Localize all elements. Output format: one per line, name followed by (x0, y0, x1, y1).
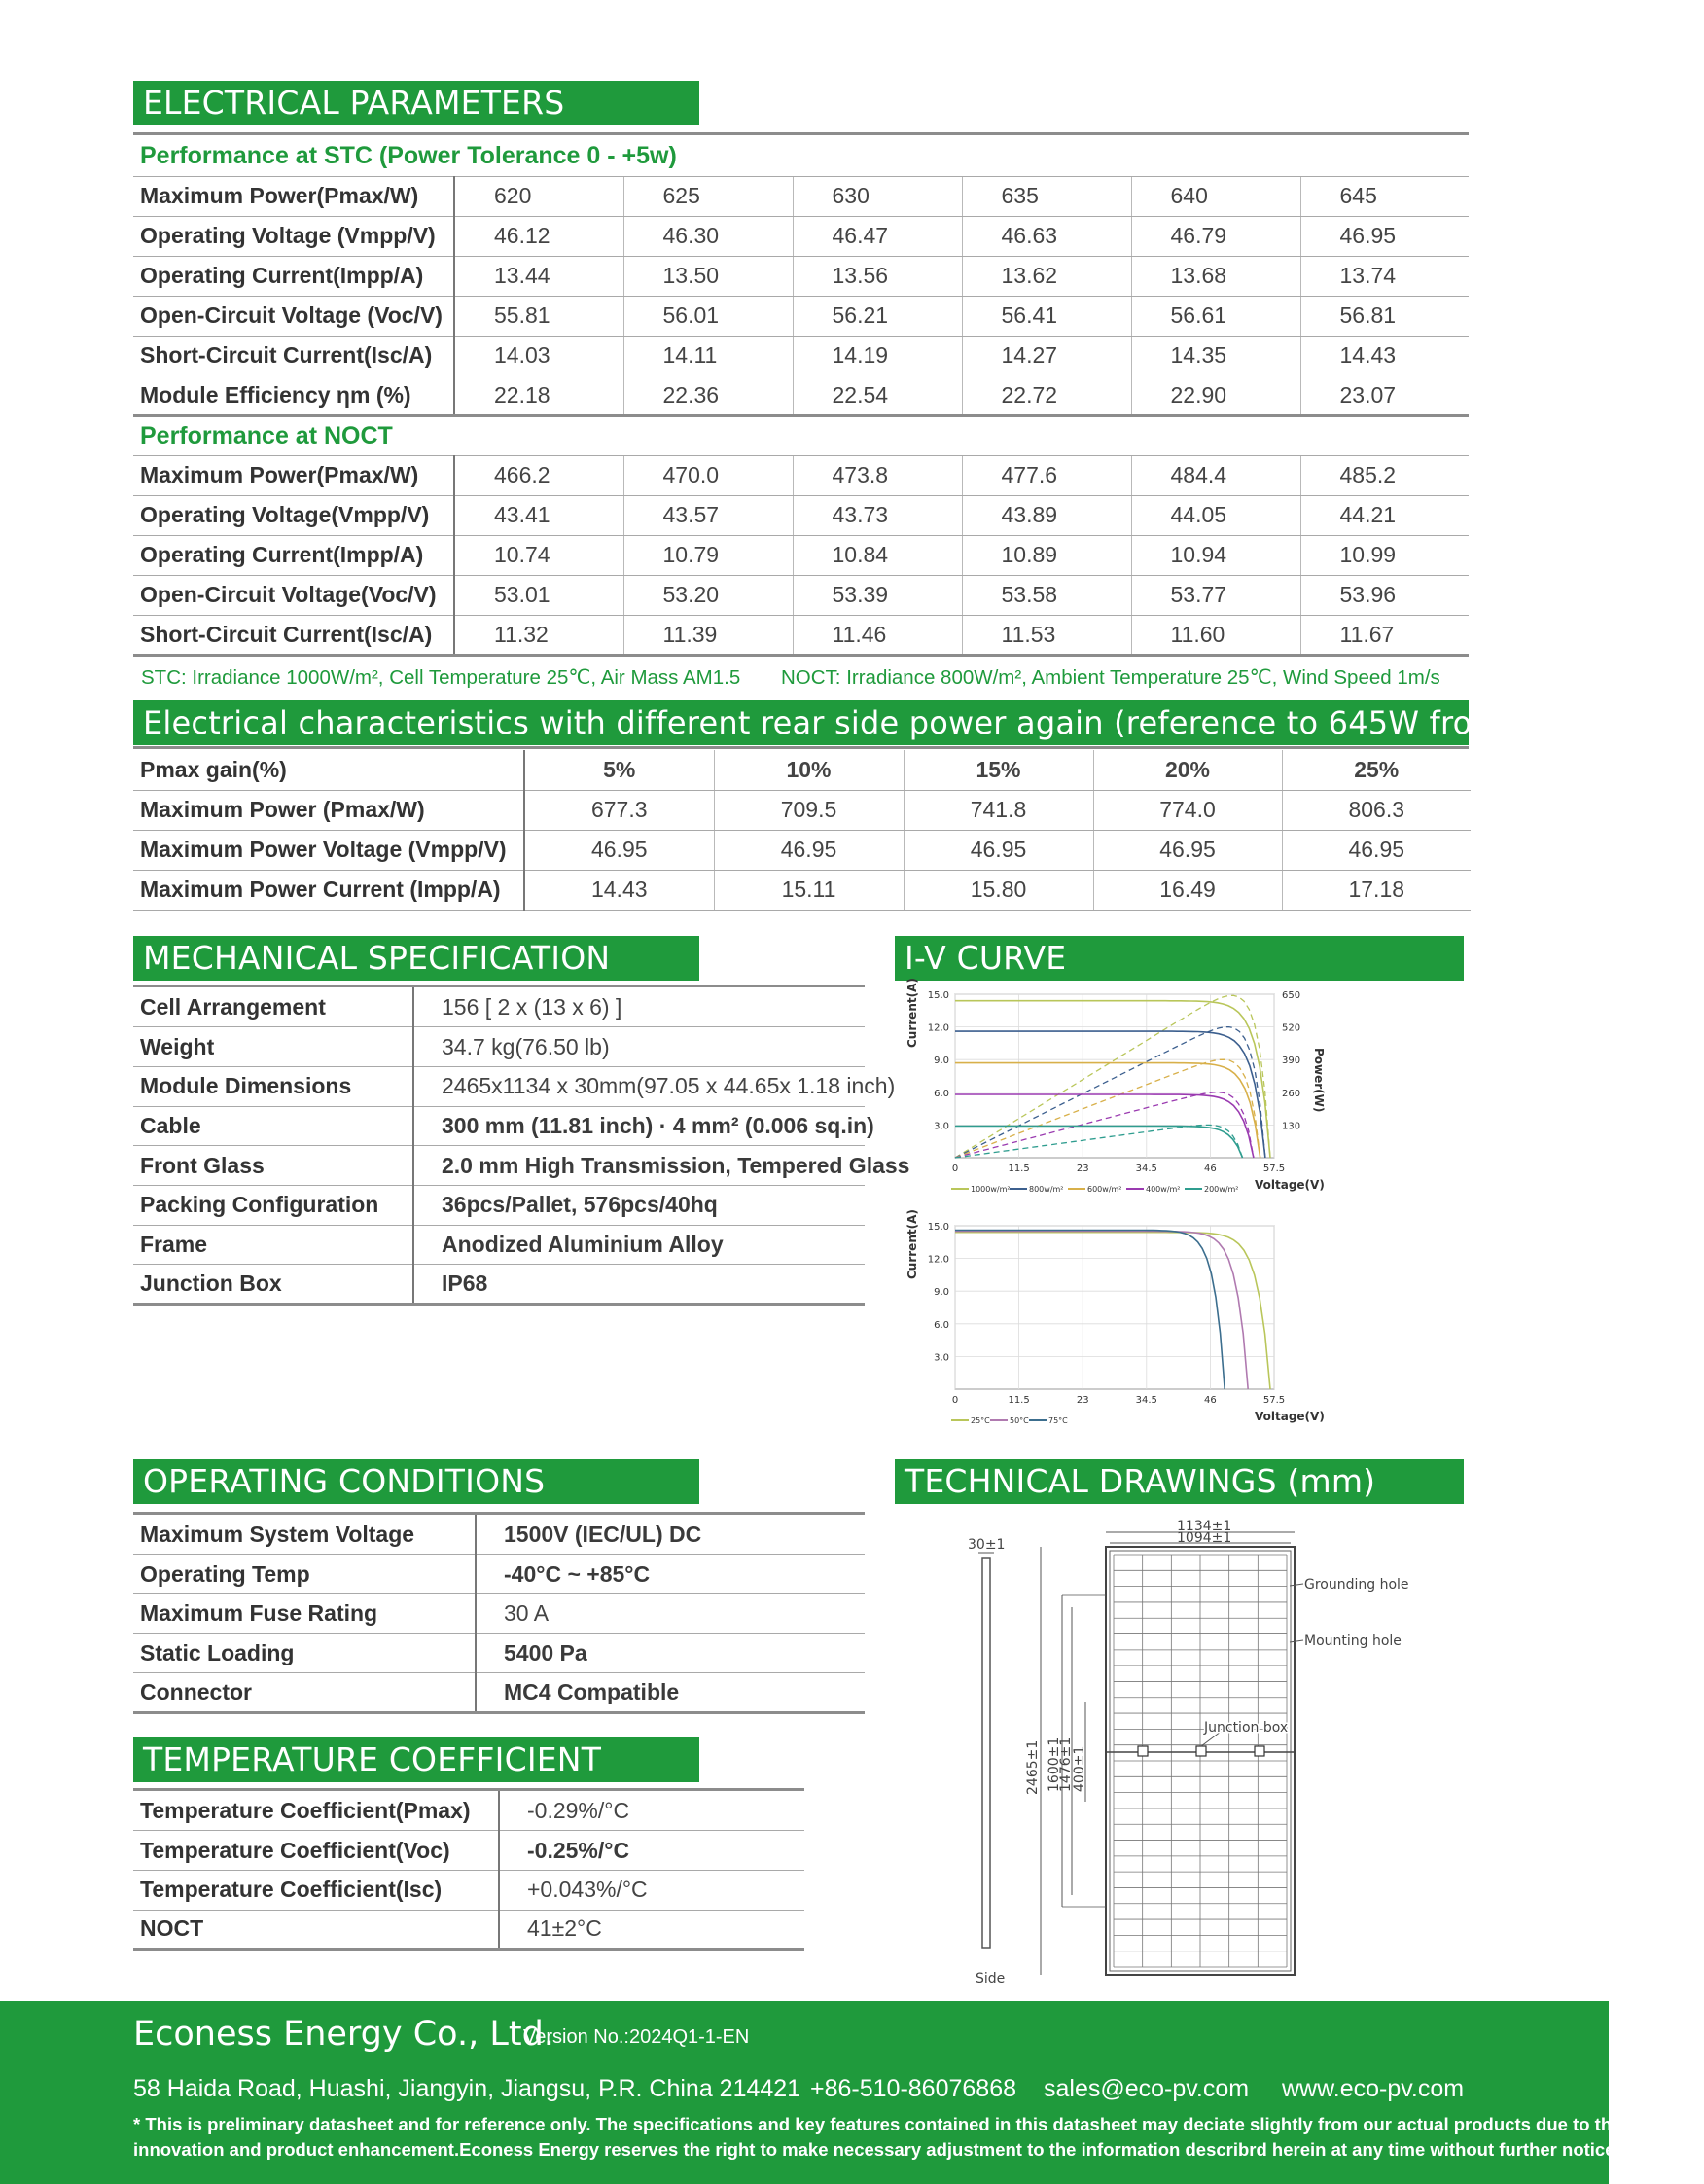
row-label: Operating Temp (133, 1555, 476, 1594)
gain-header-label: Pmax gain(%) (133, 750, 524, 790)
side-view-drawing (968, 1537, 1005, 1987)
table-cell: 46.63 (962, 216, 1131, 256)
row-label: Module Dimensions (133, 1066, 413, 1106)
stc-subheading-row (133, 136, 1469, 176)
table-cell: 14.43 (524, 870, 714, 910)
x-tick-label: 11.5 (1008, 1164, 1030, 1174)
table-cell: 635 (962, 176, 1131, 216)
iv-curve-irradiance-chart (895, 978, 1326, 1213)
operating-table (133, 1515, 865, 1714)
drawings-heading: TECHNICAL DRAWINGS (mm) (895, 1459, 1464, 1504)
row-value: 300 mm (11.81 inch) · 4 mm² (0.006 sq.in) (413, 1106, 865, 1146)
table-cell: 677.3 (524, 790, 714, 830)
table-cell: 13.56 (793, 256, 962, 296)
footer-address: 58 Haida Road, Huashi, Jiangyin, Jiangsu, P.R. China 214421 (133, 2075, 801, 2102)
table-cell: 774.0 (1093, 790, 1282, 830)
row-value: -0.25%/°C (499, 1831, 804, 1871)
table-cell: 53.58 (962, 575, 1131, 615)
table-cell: 56.21 (793, 296, 962, 336)
row-label: Maximum Fuse Rating (133, 1593, 476, 1633)
table-cell: 470.0 (623, 455, 793, 495)
table-cell: 709.5 (714, 790, 904, 830)
table-row (133, 216, 1469, 256)
table-cell: 56.01 (623, 296, 793, 336)
row-label: Cable (133, 1106, 413, 1146)
row-value: 2.0 mm High Transmission, Tempered Glass (413, 1146, 865, 1186)
table-row (133, 1555, 865, 1594)
y-axis-label: Current(A) (905, 978, 919, 1048)
table-cell: 10.74 (454, 535, 623, 575)
row-value: 34.7 kg(76.50 lb) (413, 1027, 865, 1067)
height-mount2-label: 1476±1 (1058, 1736, 1074, 1792)
row-label: Operating Current(Impp/A) (133, 535, 454, 575)
table-cell: 14.27 (962, 336, 1131, 376)
bifacial-heading: Electrical characteristics with different rear side power again (reference to 645W front) (133, 700, 1469, 745)
table-row (133, 455, 1469, 495)
table-cell: 741.8 (904, 790, 1093, 830)
table-cell: 10.89 (962, 535, 1131, 575)
row-value: +0.043%/°C (499, 1870, 804, 1910)
front-view-drawing (1025, 1519, 1409, 1975)
table-row (133, 1633, 865, 1673)
table-row (133, 176, 1469, 216)
row-label: Open-Circuit Voltage(Voc/V) (133, 575, 454, 615)
mounting-hole-callout: Mounting hole (1304, 1633, 1402, 1649)
x-tick-label: 11.5 (1008, 1395, 1030, 1406)
table-cell: 23.07 (1300, 376, 1469, 415)
row-label: Frame (133, 1225, 413, 1265)
table-cell: 13.68 (1131, 256, 1300, 296)
table-cell: 46.95 (714, 830, 904, 870)
iv-series-line (955, 1063, 1260, 1158)
electrical-parameters-heading: ELECTRICAL PARAMETERS (133, 81, 699, 125)
table-cell: 53.01 (454, 575, 623, 615)
table-cell: 55.81 (454, 296, 623, 336)
gain-header-cell: 25% (1282, 750, 1471, 790)
row-label: Maximum Power (Pmax/W) (133, 790, 524, 830)
row-value: 30 A (476, 1593, 865, 1633)
row-label: Temperature Coefficient(Voc) (133, 1831, 499, 1871)
table-cell: 11.60 (1131, 615, 1300, 655)
y2-tick-label: 130 (1282, 1121, 1301, 1132)
bifacial-heading-rule (133, 746, 1469, 749)
row-value: -0.29%/°C (499, 1791, 804, 1831)
table-cell: 477.6 (962, 455, 1131, 495)
table-cell: 15.80 (904, 870, 1093, 910)
row-label: Temperature Coefficient(Pmax) (133, 1791, 499, 1831)
row-value: 1500V (IEC/UL) DC (476, 1515, 865, 1555)
technical-drawing (953, 1518, 1420, 1994)
table-cell: 11.32 (454, 615, 623, 655)
power-series-line (955, 1059, 1260, 1158)
legend-label: 400w/m² (1146, 1185, 1181, 1194)
legend-label: 1000w/m² (971, 1185, 1011, 1194)
table-cell: 14.03 (454, 336, 623, 376)
row-label: Maximum System Voltage (133, 1515, 476, 1555)
table-cell: 620 (454, 176, 623, 216)
table-cell: 22.72 (962, 376, 1131, 415)
table-cell: 14.43 (1300, 336, 1469, 376)
table-row (133, 1515, 865, 1555)
height-mount1-label: 1600±1 (1047, 1736, 1062, 1792)
iv-series-line (955, 1231, 1225, 1390)
table-cell: 17.18 (1282, 870, 1471, 910)
mechanical-table (133, 987, 910, 1306)
table-cell: 22.18 (454, 376, 623, 415)
table-cell: 485.2 (1300, 455, 1469, 495)
row-value: -40°C ~ +85°C (476, 1555, 865, 1594)
x-tick-label: 57.5 (1262, 1164, 1286, 1174)
table-cell: 13.62 (962, 256, 1131, 296)
table-cell: 56.61 (1131, 296, 1300, 336)
noct-subheading-row (133, 415, 1469, 455)
row-value: 156 [ 2 x (13 x 6) ] (413, 987, 865, 1027)
disclaimer-line-1: * This is preliminary datasheet and for reference only. The specifications and key features contained in this datasheet may deciate slightly from our actual products due to the on-going (133, 2114, 1704, 2134)
table-row (133, 790, 1471, 830)
row-label: Connector (133, 1673, 476, 1713)
table-cell: 46.30 (623, 216, 793, 256)
y-tick-label: 3.0 (934, 1352, 949, 1364)
x-tick-label: 0 (951, 1164, 959, 1174)
table-cell: 14.35 (1131, 336, 1300, 376)
table-cell: 53.20 (623, 575, 793, 615)
x-tick-label: 46 (1204, 1164, 1217, 1174)
x-tick-label: 0 (951, 1395, 959, 1406)
noct-conditions-note: NOCT: Irradiance 800W/m², Ambient Temperature 25℃, Wind Speed 1m/s (781, 666, 1440, 689)
y2-tick-label: 390 (1282, 1056, 1301, 1067)
table-cell: 630 (793, 176, 962, 216)
company-name: Econess Energy Co., Ltd. (133, 2015, 554, 2054)
table-row (133, 1066, 865, 1106)
row-label: Maximum Power(Pmax/W) (133, 176, 454, 216)
table-row (133, 615, 1469, 655)
table-row (133, 1027, 865, 1067)
table-row (133, 296, 1469, 336)
table-cell: 640 (1131, 176, 1300, 216)
table-cell: 10.94 (1131, 535, 1300, 575)
gain-header-cell: 10% (714, 750, 904, 790)
table-cell: 13.44 (454, 256, 623, 296)
footer-website[interactable]: www.eco-pv.com (1282, 2075, 1465, 2102)
row-label: Packing Configuration (133, 1185, 413, 1225)
legend-label: 200w/m² (1204, 1185, 1239, 1194)
y-tick-label: 9.0 (934, 1056, 949, 1067)
table-row (133, 1185, 865, 1225)
legend-label: 50°C (1010, 1416, 1029, 1425)
table-cell: 44.05 (1131, 495, 1300, 535)
table-cell: 43.73 (793, 495, 962, 535)
row-label: Maximum Power Current (Impp/A) (133, 870, 524, 910)
y2-axis-label: Power(W) (1312, 1048, 1326, 1113)
iv-curve-temperature-chart (895, 1209, 1325, 1445)
power-series-line (955, 1125, 1243, 1158)
table-cell: 43.41 (454, 495, 623, 535)
table-cell: 53.96 (1300, 575, 1469, 615)
width-inner-label: 1094±1 (1177, 1530, 1232, 1546)
row-label: Static Loading (133, 1633, 476, 1673)
table-cell: 46.79 (1131, 216, 1300, 256)
plot-frame (955, 1226, 1274, 1389)
x-axis-label: Voltage(V) (1255, 1410, 1325, 1423)
table-cell: 13.74 (1300, 256, 1469, 296)
row-label: Maximum Power(Pmax/W) (133, 455, 454, 495)
table-row (133, 830, 1471, 870)
side-thickness-label: 30±1 (968, 1537, 1006, 1553)
disclaimer-line-2: innovation and product enhancement.Econess Energy reserves the right to make necessary adjustment to the information describrd herein at any time without further notice. (133, 2139, 1620, 2160)
table-cell: 56.41 (962, 296, 1131, 336)
table-cell: 46.95 (1300, 216, 1469, 256)
table-row (133, 1870, 804, 1910)
gain-header-cell: 20% (1093, 750, 1282, 790)
table-cell: 46.95 (1282, 830, 1471, 870)
y2-tick-label: 520 (1282, 1022, 1301, 1034)
height-outer-label: 2465±1 (1025, 1739, 1041, 1795)
row-label: Operating Voltage (Vmpp/V) (133, 216, 454, 256)
table-row (133, 1106, 865, 1146)
table-cell: 43.57 (623, 495, 793, 535)
footer (0, 2001, 1704, 2184)
row-label: Operating Current(Impp/A) (133, 256, 454, 296)
y-axis-label: Current(A) (905, 1209, 919, 1279)
row-label: Weight (133, 1027, 413, 1067)
table-cell: 14.11 (623, 336, 793, 376)
row-value: 36pcs/Pallet, 576pcs/40hq (413, 1185, 865, 1225)
table-cell: 22.90 (1131, 376, 1300, 415)
table-cell: 46.47 (793, 216, 962, 256)
table-row (133, 1673, 865, 1713)
x-tick-label: 34.5 (1135, 1395, 1157, 1406)
stc-subheading: Performance at STC (Power Tolerance 0 - +5w) (133, 136, 1469, 176)
table-cell: 15.11 (714, 870, 904, 910)
y-tick-label: 6.0 (934, 1319, 949, 1331)
x-axis-label: Voltage(V) (1255, 1178, 1325, 1192)
row-label: Operating Voltage(Vmpp/V) (133, 495, 454, 535)
row-value: 41±2°C (499, 1910, 804, 1950)
table-row (133, 1146, 865, 1186)
electrical-heading-rule (133, 132, 1469, 135)
iv-curve-heading: I-V CURVE (895, 936, 1464, 981)
row-label: Short-Circuit Current(Isc/A) (133, 615, 454, 655)
table-row (133, 535, 1469, 575)
x-tick-label: 57.5 (1262, 1395, 1286, 1406)
width-outer-label: 1134±1 (1177, 1519, 1232, 1534)
iv-series-line (955, 1232, 1248, 1389)
table-cell: 484.4 (1131, 455, 1300, 495)
table-cell: 645 (1300, 176, 1469, 216)
y-tick-label: 9.0 (934, 1287, 949, 1299)
row-label: Junction Box (133, 1265, 413, 1305)
mechanical-heading: MECHANICAL SPECIFICATION (133, 936, 699, 981)
grounding-hole-callout: Grounding hole (1304, 1577, 1409, 1593)
table-row (133, 376, 1469, 415)
table-cell: 10.99 (1300, 535, 1469, 575)
height-jbox-label: 400±1 (1072, 1745, 1087, 1792)
gain-header-cell: 5% (524, 750, 714, 790)
version-number: Version No.:2024Q1-1-EN (523, 2026, 750, 2048)
row-label: Short-Circuit Current(Isc/A) (133, 336, 454, 376)
y-tick-label: 12.0 (927, 1022, 949, 1034)
table-row (133, 256, 1469, 296)
row-value: Anodized Aluminium Alloy (413, 1225, 865, 1265)
y-tick-label: 6.0 (934, 1088, 949, 1099)
table-row (133, 1265, 865, 1305)
table-cell: 806.3 (1282, 790, 1471, 830)
footer-phone[interactable]: +86-510-86076868 (810, 2075, 1016, 2102)
table-cell: 14.19 (793, 336, 962, 376)
x-tick-label: 23 (1076, 1164, 1089, 1174)
y-tick-label: 3.0 (934, 1121, 949, 1132)
table-cell: 11.46 (793, 615, 962, 655)
table-cell: 11.67 (1300, 615, 1469, 655)
table-cell: 22.36 (623, 376, 793, 415)
operating-heading: OPERATING CONDITIONS (133, 1459, 699, 1504)
table-row (133, 870, 1471, 910)
table-cell: 11.39 (623, 615, 793, 655)
table-row (133, 1831, 804, 1871)
table-cell: 44.21 (1300, 495, 1469, 535)
table-header-row (133, 750, 1471, 790)
table-cell: 46.95 (524, 830, 714, 870)
row-label: Module Efficiency ηm (%) (133, 376, 454, 415)
row-value: 2465x1134 x 30mm(97.05 x 44.65x 1.18 inch) (413, 1066, 865, 1106)
table-cell: 53.39 (793, 575, 962, 615)
legend-label: 75°C (1048, 1416, 1068, 1425)
legend-label: 600w/m² (1087, 1185, 1122, 1194)
temperature-heading: TEMPERATURE COEFFICIENT (133, 1737, 699, 1782)
footer-email[interactable]: sales@eco-pv.com (1044, 2075, 1250, 2102)
table-cell: 53.77 (1131, 575, 1300, 615)
side-label: Side (976, 1971, 1006, 1987)
legend-label: 25°C (971, 1416, 990, 1425)
bifacial-table (133, 750, 1471, 911)
row-value: 5400 Pa (476, 1633, 865, 1673)
row-label: Maximum Power Voltage (Vmpp/V) (133, 830, 524, 870)
table-row (133, 987, 865, 1027)
table-cell: 16.49 (1093, 870, 1282, 910)
table-cell: 466.2 (454, 455, 623, 495)
table-cell: 43.89 (962, 495, 1131, 535)
table-cell: 46.95 (1093, 830, 1282, 870)
row-label: Open-Circuit Voltage (Voc/V) (133, 296, 454, 336)
table-row (133, 1593, 865, 1633)
row-value: IP68 (413, 1265, 865, 1305)
table-cell: 10.84 (793, 535, 962, 575)
junction-box-callout: Junction box (1204, 1720, 1289, 1736)
table-row (133, 495, 1469, 535)
table-cell: 46.95 (904, 830, 1093, 870)
x-tick-label: 46 (1204, 1395, 1217, 1406)
table-cell: 22.54 (793, 376, 962, 415)
row-label: NOCT (133, 1910, 499, 1950)
table-row (133, 1225, 865, 1265)
legend-label: 800w/m² (1029, 1185, 1064, 1194)
x-tick-label: 34.5 (1135, 1164, 1157, 1174)
row-label: Cell Arrangement (133, 987, 413, 1027)
gain-header-cell: 15% (904, 750, 1093, 790)
y-tick-label: 15.0 (927, 1222, 949, 1233)
table-cell: 56.81 (1300, 296, 1469, 336)
table-row (133, 1791, 804, 1831)
y-tick-label: 15.0 (927, 990, 949, 1001)
y2-tick-label: 650 (1282, 990, 1301, 1001)
table-row (133, 575, 1469, 615)
table-cell: 10.79 (623, 535, 793, 575)
x-tick-label: 23 (1076, 1395, 1089, 1406)
temperature-table (133, 1791, 804, 1951)
table-cell: 46.12 (454, 216, 623, 256)
table-row (133, 336, 1469, 376)
table-row (133, 1910, 804, 1950)
stc-conditions-note: STC: Irradiance 1000W/m², Cell Temperature 25℃, Air Mass AM1.5 (141, 666, 741, 689)
y2-tick-label: 260 (1282, 1088, 1301, 1099)
y-tick-label: 12.0 (927, 1254, 949, 1266)
stc-noct-table (133, 136, 1469, 657)
table-cell: 13.50 (623, 256, 793, 296)
row-value: MC4 Compatible (476, 1673, 865, 1713)
row-label: Front Glass (133, 1146, 413, 1186)
table-cell: 11.53 (962, 615, 1131, 655)
table-cell: 473.8 (793, 455, 962, 495)
table-cell: 625 (623, 176, 793, 216)
row-label: Temperature Coefficient(Isc) (133, 1870, 499, 1910)
noct-subheading: Performance at NOCT (133, 415, 1469, 455)
